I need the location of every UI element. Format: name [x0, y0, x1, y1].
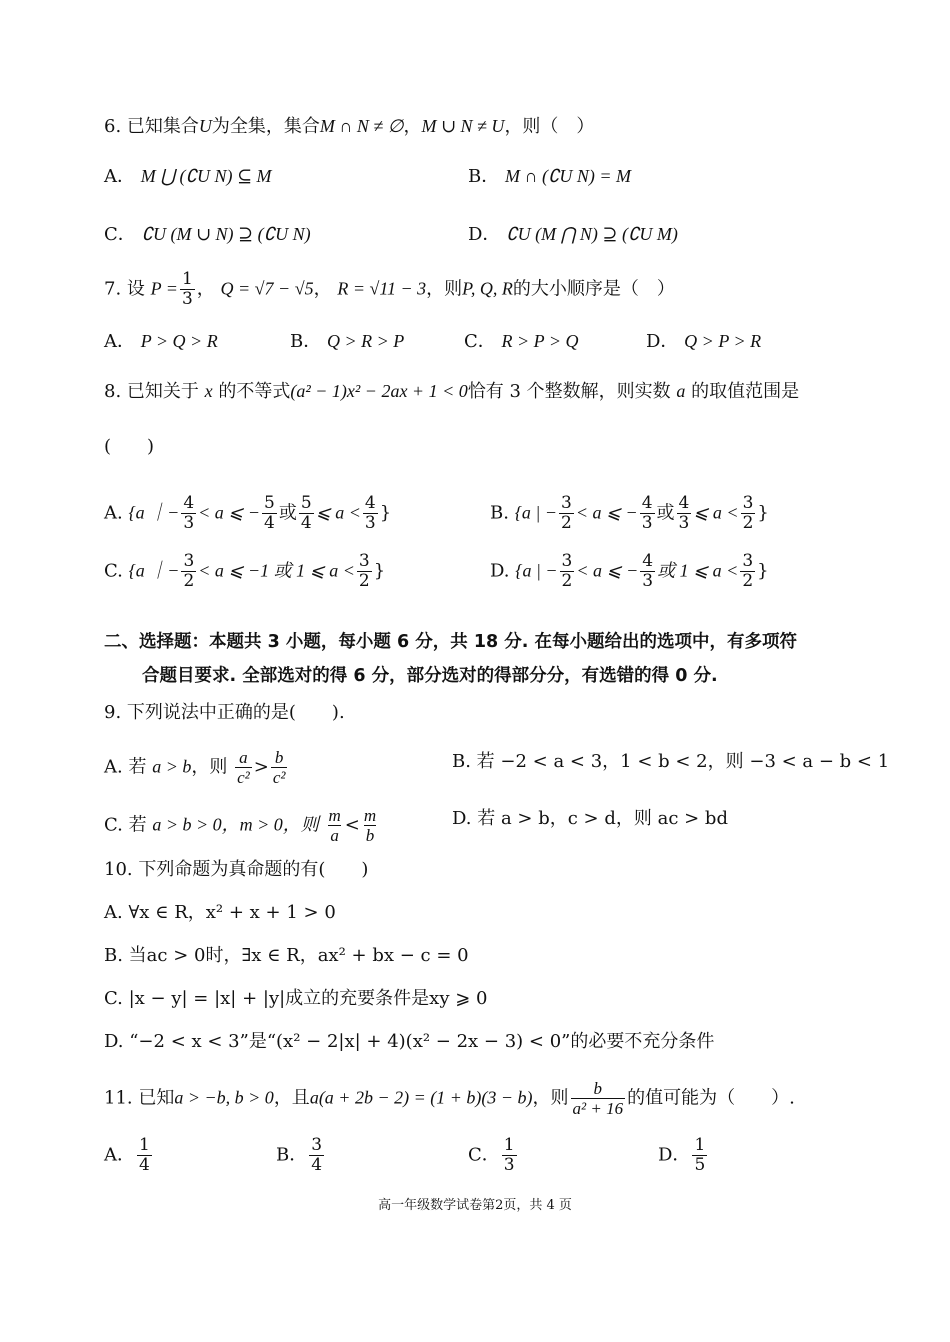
q7-option-b-label: B． [290, 331, 322, 352]
q8-stem-c: 恰有 3 个整数解，则实数 [467, 381, 671, 402]
q8-option-b-mid1: < a ⩽ − [575, 502, 638, 523]
q8-option-a-open: {a ｜− [128, 502, 180, 523]
q7-stem-b: ，则 [426, 278, 463, 300]
q11-option-c [468, 1136, 519, 1175]
q11-option-a-label: A． [104, 1144, 135, 1166]
q8-option-c-open: {a ｜− [128, 560, 180, 581]
q9-option-a-frac1 [235, 748, 252, 787]
q8-option-b-frac1 [559, 494, 574, 533]
q10-option-d-text: D. “−2 < x < 3”是“(x² − 2|x| + 4)(x² − 2x − 3) < 0”的必要不充分条件 [104, 1031, 715, 1052]
q8-a-f1-num: 4 [183, 493, 195, 513]
q8-option-d-mid1: < a ⩽ − [576, 560, 639, 581]
q8-a-f3-num: 5 [300, 493, 312, 513]
q7-option-a-expr: P > Q > R [140, 331, 218, 351]
q8-option-c [104, 552, 385, 591]
q8-option-b-close: } [757, 502, 769, 524]
q9-a-f1-num: a [239, 748, 248, 767]
q10-stem-text: 10. 下列命题为真命题的有( ) [104, 859, 369, 880]
q10-option-c [104, 987, 487, 1011]
q10-option-a [104, 901, 336, 925]
q7-option-c-expr: R > P > Q [501, 331, 579, 351]
q6-option-a [104, 164, 272, 189]
q11-d-den: 5 [694, 1155, 706, 1175]
q8-a-f2-num: 5 [264, 493, 275, 513]
q8-b-f3-num: 4 [678, 493, 690, 513]
q8-option-c-label: C. [104, 560, 123, 582]
q11-option-a-frac [137, 1136, 152, 1175]
q9-option-c-label: C. 若 [104, 814, 147, 836]
q8-b-f4-num: 3 [742, 493, 754, 513]
q11-d-num: 1 [694, 1135, 706, 1155]
q7-option-b-expr: Q > R > P [326, 331, 405, 351]
q6-option-d [468, 222, 678, 247]
q7-option-b [290, 329, 404, 354]
q11-stem-c: ，则 [532, 1087, 569, 1109]
q8-option-c-close: } [373, 560, 386, 582]
q9-option-b-text: B. 若 −2 < a < 3，1 < b < 2，则 −3 < a − b < 1 [452, 751, 890, 772]
q8-d-f1-num: 3 [561, 551, 573, 571]
q11-option-b-label: B． [276, 1144, 308, 1166]
q7-p-den: 3 [181, 289, 193, 309]
q10-option-d [104, 1030, 714, 1054]
q8-option-c-frac1 [181, 552, 196, 591]
section2-line1-text: 二、选择题：本题共 3 小题，每小题 6 分，共 18 分. 在每小题给出的选项中，有多项符 [104, 632, 797, 652]
q9-option-d [452, 807, 728, 831]
q8-b-f2-den: 3 [641, 513, 653, 533]
q6-u: U [198, 116, 212, 136]
q10-option-b [104, 944, 469, 968]
q8-option-a-mid2: ⩽ a < [315, 502, 361, 523]
q6-stem: 6. 已知集合U为全集，集合M ∩ N ≠ ∅，M ∪ N ≠ U，则（ ） [104, 116, 595, 137]
q7-stem: 7. 设 P = $\frac{1}{3}$ ， Q = √7 − √5， R = √11 − 3，则P, Q, R的大小顺序是（ ） [104, 269, 675, 309]
page-footer [0, 1194, 950, 1218]
q7-option-a-label: A． [104, 331, 135, 352]
q11-a-den: 4 [139, 1155, 150, 1175]
q8-option-a-frac4 [363, 494, 378, 533]
q11-b-num: 3 [311, 1135, 323, 1155]
q8-c-f1-den: 2 [183, 571, 195, 591]
q7-option-d [646, 329, 761, 354]
q9-c-f1-num: m [328, 806, 341, 825]
q8-option-b-frac4 [741, 494, 756, 533]
q6-option-c-label: C． [104, 224, 136, 245]
q8-option-a [104, 494, 391, 533]
q7-option-c [464, 329, 578, 354]
q9-c-f2-num: m [363, 806, 377, 825]
q6-stem-b: 为全集，集合 [211, 116, 320, 137]
q11-eq: a(a + 2b − 2) = (1 + b)(3 − b) [309, 1087, 533, 1108]
q9-option-a [104, 748, 289, 787]
q8-option-d [490, 552, 769, 591]
q11-option-c-label: C． [468, 1144, 500, 1166]
q8-d-f3-den: 2 [742, 571, 754, 591]
q11-option-d-frac [692, 1136, 707, 1175]
q8-option-d-frac2 [640, 552, 655, 591]
q11-cond: a > −b, b > 0 [174, 1087, 274, 1108]
q6-option-d-expr: ∁U (M ⋂ N) ⊇ (∁U M) [506, 224, 678, 244]
q6-option-c-expr: ∁U (M ∪ N) ⊇ (∁U N) [141, 224, 311, 244]
q8-b-f1-den: 2 [560, 513, 572, 533]
q7-option-a [104, 329, 218, 354]
q8-paren-text: ( ) [104, 436, 155, 457]
q6-stem-a: 6. 已知集合 [104, 116, 199, 137]
q9-stem [104, 701, 345, 725]
q8-option-a-frac3 [299, 494, 314, 533]
q7-pqr: P, Q, R [462, 278, 513, 299]
q8-a-f3-den: 4 [300, 513, 312, 533]
q9-a-f2-num: b [274, 748, 284, 767]
q6-option-a-label: A． [104, 166, 135, 187]
q7-option-d-expr: Q > P > R [684, 331, 762, 351]
q8-b-f4-den: 2 [742, 513, 754, 533]
q7-stem-a: 7. 设 [104, 278, 145, 300]
q11-c-num: 1 [503, 1135, 515, 1155]
q8-d-f2-num: 4 [642, 551, 654, 571]
q11-stem-b: ，且 [273, 1087, 310, 1109]
q7-stem-c: 的大小顺序是（ ） [512, 278, 675, 300]
q11-c-den: 3 [503, 1155, 515, 1175]
q7-p-num: 1 [181, 269, 193, 289]
q7-p: P = [150, 278, 178, 299]
q8-c-f1-num: 3 [183, 551, 195, 571]
q8-option-c-frac2 [357, 552, 372, 591]
q11-stem-a: 11. 已知 [104, 1087, 175, 1109]
q8-option-a-frac2 [262, 494, 277, 533]
q8-paren [104, 435, 154, 459]
q8-stem-d: 的取值范围是 [691, 381, 800, 402]
q11-option-d [658, 1136, 709, 1175]
q9-stem-text: 9. 下列说法中正确的是( ). [104, 702, 345, 723]
section2-heading-line2 [142, 664, 718, 688]
q8-option-b-mid2: ⩽ a < [693, 502, 739, 523]
q8-option-b-label: B. [490, 502, 509, 524]
q6-option-b-label: B． [468, 166, 500, 187]
q9-option-a-gt: > [253, 756, 269, 778]
q7-r: R = √11 − 3 [337, 278, 427, 299]
q8-option-b-frac2 [640, 494, 655, 533]
q7-q: Q = √7 − √5 [220, 278, 314, 299]
q11-a-num: 1 [139, 1135, 150, 1155]
q8-stem-a: 8. 已知关于 [104, 381, 199, 402]
q10-option-b-text: B. 当ac > 0时，∃x ∈ R，ax² + bx − c = 0 [104, 945, 469, 966]
q7-option-c-label: C． [464, 331, 496, 352]
q11-option-d-label: D． [658, 1144, 691, 1166]
q9-option-c-frac2 [362, 806, 378, 845]
q8-stem-b: 的不等式 [218, 381, 291, 402]
q11-option-a [104, 1136, 154, 1175]
q9-option-a-label: A. 若 [104, 756, 147, 778]
q8-option-d-open: {a | − [515, 560, 558, 581]
q8-d-f1-den: 2 [561, 571, 573, 591]
q8-option-b-or: 或 [656, 502, 675, 524]
q6-option-b [468, 164, 631, 189]
q11-frac [571, 1079, 626, 1118]
q10-option-c-text: C. |x − y| = |x| + |y|成立的充要条件是xy ⩾ 0 [104, 988, 488, 1009]
q8-option-b-frac3 [677, 494, 692, 533]
q8-a-f4-num: 4 [364, 493, 376, 513]
q8-d-f2-den: 3 [642, 571, 654, 591]
q11-frac-den: a² + 16 [572, 1099, 624, 1118]
q6-option-a-expr: M ⋃ (∁U N) ⊆ M [140, 166, 272, 186]
q8-option-a-frac1 [181, 494, 196, 533]
q9-c-f1-den: a [330, 826, 339, 845]
q8-option-d-frac3 [740, 552, 755, 591]
q8-stem [104, 379, 799, 404]
q9-option-d-text: D. 若 a > b，c > d，则 ac > bd [452, 808, 728, 829]
q9-option-a-frac2 [271, 748, 288, 787]
q8-option-d-close: } [757, 560, 769, 582]
q6-cond2: M ∪ N ≠ U [421, 116, 505, 136]
q8-option-c-mid1: < a ⩽ −1 或 1 ⩽ a < [198, 560, 355, 581]
page-footer-text: 高一年级数学试卷第2页，共 4 页 [378, 1198, 572, 1213]
q9-option-c [104, 806, 380, 845]
q8-option-a-or: 或 [278, 502, 297, 524]
q9-option-c-cond: a > b > 0，m > 0，则 [152, 814, 319, 835]
q9-c-f2-den: b [365, 826, 375, 845]
q6-option-d-label: D． [468, 224, 501, 245]
q9-option-c-lt: < [344, 814, 360, 836]
q8-option-b-open: {a | − [514, 502, 557, 523]
q6-option-c [104, 222, 311, 247]
q8-d-f3-num: 3 [742, 551, 754, 571]
section2-heading-line1 [104, 630, 797, 654]
q8-option-a-close: } [379, 502, 392, 524]
q8-b-f1-num: 3 [560, 493, 572, 513]
q9-option-b [452, 750, 889, 774]
q11-option-b [276, 1136, 326, 1175]
q8-b-f2-num: 4 [641, 493, 653, 513]
q8-x: x [204, 381, 213, 401]
q6-cond1: M ∩ N ≠ ∅ [319, 116, 404, 136]
q8-option-d-label: D. [490, 560, 510, 582]
q7-option-d-label: D． [646, 331, 679, 352]
q9-option-c-frac1 [327, 806, 343, 845]
q8-option-a-label: A. [104, 502, 123, 524]
q8-a-f1-den: 3 [183, 513, 195, 533]
q8-a: a [676, 381, 686, 401]
q9-option-a-then: ，则 [191, 756, 228, 778]
q11-frac-num: b [593, 1079, 603, 1098]
q8-option-d-frac1 [560, 552, 575, 591]
q8-option-d-mid2: 或 1 ⩽ a < [657, 560, 739, 581]
q8-a-f2-den: 4 [264, 513, 275, 533]
q8-option-b [490, 494, 769, 533]
q9-option-a-cond: a > b [152, 756, 192, 777]
q11-b-den: 4 [311, 1155, 323, 1175]
section2-line2-text: 合题目要求. 全部选对的得 6 分，部分选对的得部分分，有选错的得 0 分. [142, 666, 718, 686]
q11-stem [104, 1079, 795, 1118]
q11-option-b-frac [309, 1136, 324, 1175]
q8-c-f2-num: 3 [358, 551, 370, 571]
q11-option-c-frac [502, 1136, 517, 1175]
q6-stem-c: ，则（ ） [504, 116, 595, 137]
q8-a-f4-den: 3 [364, 513, 376, 533]
q8-c-f2-den: 2 [358, 571, 370, 591]
q6-option-b-expr: M ∩ (∁U N) = M [504, 166, 632, 186]
q10-option-a-text: A. ∀x ∈ R，x² + x + 1 > 0 [104, 902, 336, 923]
q9-a-f2-den: c² [272, 768, 286, 787]
q8-option-a-mid1: < a ⩽ − [198, 502, 261, 523]
q11-stem-d: 的值可能为（ ）. [627, 1087, 795, 1109]
q8-ineq: (a² − 1)x² − 2ax + 1 < 0 [290, 381, 468, 401]
q10-stem [104, 858, 368, 882]
q7-p-frac [180, 270, 195, 309]
q9-a-f1-den: c² [237, 768, 250, 787]
q8-b-f3-den: 3 [678, 513, 690, 533]
